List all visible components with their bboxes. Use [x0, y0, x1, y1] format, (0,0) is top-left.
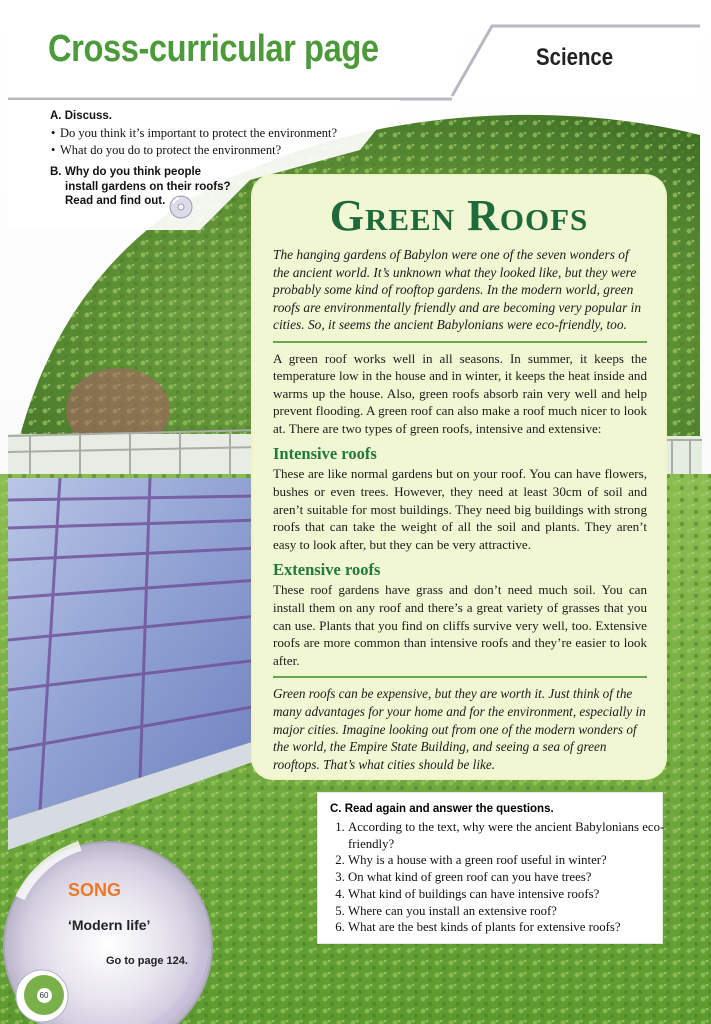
article-intro: The hanging gardens of Babylon were one of the seven wonders of the ancient world. It’s unknown what they looked like, but they were probably some kind of rooftop gardens. In the modern world, green roofs are environmentally friendly and are becoming very popular in cities. So, it seems the ancient Babylonians were eco-friendly, too.: [273, 247, 642, 332]
extensive-paragraph: These roof gardens have grass and don’t need much soil. You can install them on any roof and there’s a great variety of grasses that you can use. Plants that you find on cliffs survive very well, too. Extensive roofs are more common than intensive roofs and they’re easier to look after.: [273, 582, 647, 668]
discuss-bullet: • Do you think it’s important to protect the environment?: [60, 125, 390, 142]
section-c-label: C. Read again and answer the questions.: [330, 803, 554, 815]
divider: [273, 676, 647, 678]
section-b-prefix: B.: [50, 166, 62, 178]
divider: [273, 341, 647, 343]
intensive-paragraph: These are like normal gardens but on your roof. You can have flowers, bushes or even trees. However, they need at least 30cm of soil and aren’t suitable for most buildings. They need big buildings with strong roofs that can take the weight of all the soil and plants. They aren’t easy to look after, but they can be very attractive.: [273, 466, 647, 552]
page-header: [0, 0, 711, 100]
question-item: 5. Where can you install an extensive roof?: [348, 903, 674, 920]
article-outro: Green roofs can be expensive, but they are worth it. Just think of the many advantages for your home and for the environment, especially in major cities. Imagine looking out from one of the modern wonders of the world, the Empire State Building, and seeing a sea of green rooftops. That’s what cities should be like.: [273, 686, 646, 772]
question-item: 4. What kind of buildings can have intensive roofs?: [348, 886, 674, 903]
article-paragraph: A green roof works well in all seasons. In summer, it keeps the temperature low in the house and in winter, it keeps the heat inside and warms up the house. Also, green roofs absorb rain very well and help prevent flooding. A green roof can also make a roof much nicer to look at. There are two types of green roofs, intensive and extensive:: [273, 350, 647, 436]
page-number-badge: [24, 975, 64, 1015]
discuss-bullet: • What do you do to protect the environment?: [60, 142, 390, 159]
question-item: 6. What are the best kinds of plants for extensive roofs?: [348, 919, 674, 936]
article-card: [253, 176, 665, 778]
section-a-label: A. Discuss.: [50, 110, 112, 122]
intensive-heading: Intensive roofs: [273, 444, 377, 464]
page-number: 60: [37, 988, 52, 1003]
page-title: Cross-curricular page: [48, 28, 379, 70]
audio-cd-icon[interactable]: [168, 194, 194, 220]
question-item: 1. According to the text, why were the ancient Babylonians eco-friendly?: [348, 819, 674, 852]
questions-list: [330, 819, 674, 936]
song-goto-link[interactable]: Go to page 124.: [106, 955, 188, 967]
song-label: SONG: [68, 880, 122, 900]
article-body: [273, 246, 647, 773]
section-b-text: Why do you think people install gardens on their roofs? Read and find out.: [65, 166, 231, 207]
song-title: ‘Modern life’: [68, 917, 151, 933]
subject-label: Science: [536, 44, 614, 71]
article-title: Green Roofs: [329, 191, 589, 240]
question-item: 2. Why is a house with a green roof useful in winter?: [348, 852, 674, 869]
extensive-heading: Extensive roofs: [273, 560, 381, 580]
questions-box: [318, 793, 665, 943]
discuss-list: [50, 125, 390, 159]
question-item: 3. On what kind of green roof can you have trees?: [348, 869, 674, 886]
